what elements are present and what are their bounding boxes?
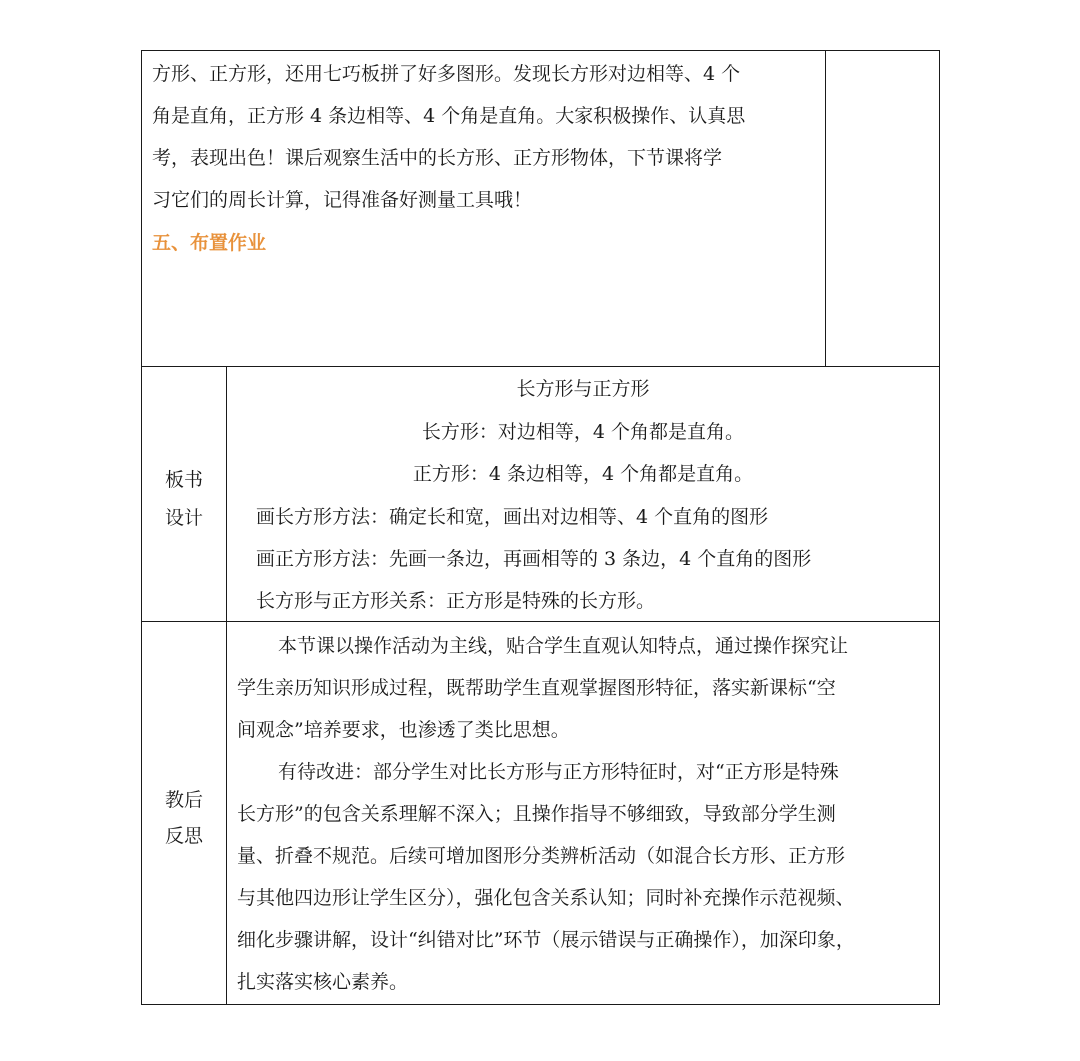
board-rect-feature: 长方形：对边相等，4 个角都是直角。 xyxy=(421,421,745,443)
reflection-label-line2: 反思 xyxy=(164,825,203,847)
board-design-label-line2: 设计 xyxy=(164,507,203,529)
row-divider-1 xyxy=(141,366,940,367)
board-square-method: 画正方形方法：先画一条边，再画相等的 3 条边，4 个直角的图形 xyxy=(256,548,812,570)
board-relation: 长方形与正方形关系：正方形是特殊的长方形。 xyxy=(256,590,656,612)
paragraph-line: 角是直角，正方形 4 条边相等、4 个角是直角。大家积极操作、认真思 xyxy=(152,105,746,127)
reflection-line: 本节课以操作活动为主线，贴合学生直观认知特点，通过操作探究让 xyxy=(278,635,849,657)
reflection-line: 有待改进：部分学生对比长方形与正方形特征时，对“正方形是特殊 xyxy=(278,761,839,783)
paragraph-line: 考，表现出色！课后观察生活中的长方形、正方形物体，下节课将学 xyxy=(152,147,723,169)
board-design-label-line1: 板书 xyxy=(164,469,203,491)
reflection-line: 间观念”培养要求，也渗透了类比思想。 xyxy=(237,719,570,741)
table-border-right xyxy=(939,50,940,1005)
top-right-column-divider xyxy=(825,50,826,367)
table-border-bottom xyxy=(141,1004,940,1005)
board-square-feature: 正方形：4 条边相等，4 个角都是直角。 xyxy=(412,463,754,485)
reflection-line: 量、折叠不规范。后续可增加图形分类辨析活动（如混合长方形、正方形 xyxy=(237,845,846,867)
paragraph-line: 习它们的周长计算，记得准备好测量工具哦！ xyxy=(152,189,533,211)
board-rect-method: 画长方形方法：确定长和宽，画出对边相等、4 个直角的图形 xyxy=(256,506,769,528)
reflection-line: 学生亲历知识形成过程，既帮助学生直观掌握图形特征，落实新课标“空 xyxy=(237,677,836,699)
reflection-line: 长方形”的包含关系理解不深入；且操作指导不够细致，导致部分学生测 xyxy=(237,803,836,825)
reflection-line: 与其他四边形让学生区分），强化包含关系认知；同时补充操作示范视频、 xyxy=(237,887,855,909)
row-divider-2 xyxy=(141,621,940,622)
reflection-line: 扎实落实核心素养。 xyxy=(237,971,409,993)
reflection-label-line1: 教后 xyxy=(164,789,203,811)
reflection-line: 细化步骤讲解，设计“纠错对比”环节（展示错误与正确操作），加深印象， xyxy=(237,929,855,951)
section-heading-homework: 五、布置作业 xyxy=(152,232,267,254)
paragraph-line: 方形、正方形，还用七巧板拼了好多图形。发现长方形对边相等、4 个 xyxy=(152,63,741,85)
table-border-top xyxy=(141,50,940,51)
board-title: 长方形与正方形 xyxy=(516,378,650,400)
